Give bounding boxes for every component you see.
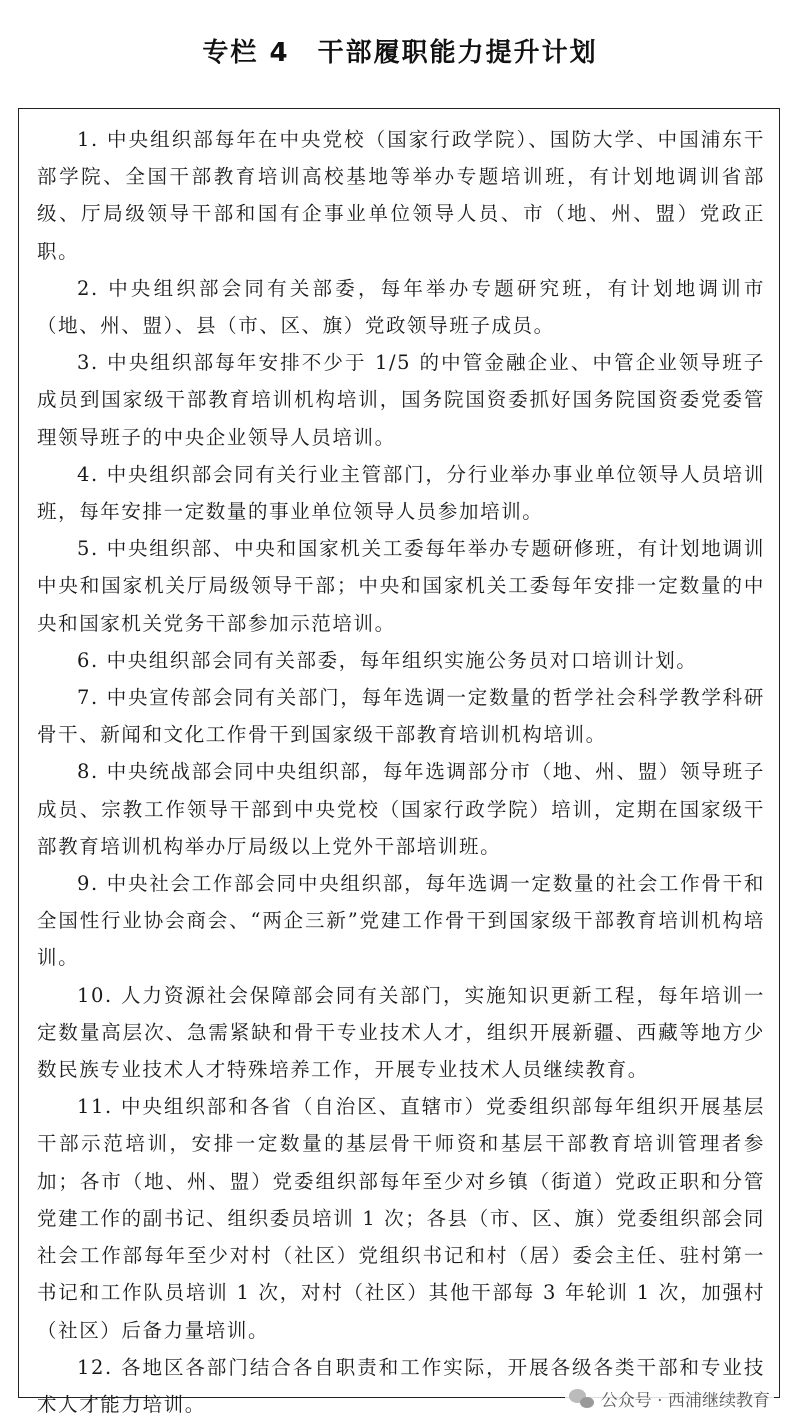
watermark-text: 公众号 · 西浦继续教育	[600, 1391, 770, 1411]
paragraph-6: 6. 中央组织部会同有关部委，每年组织实施公务员对口培训计划。	[77, 648, 698, 672]
paragraph-9: 9. 中央社会工作部会同中央组织部，每年选调一定数量的社会工作骨干和全国性行业协会商会、“两企三新”党建工作骨干到国家级干部教育培训机构培训。	[37, 872, 765, 970]
paragraph-8: 8. 中央统战部会同中央组织部，每年选调部分市（地、州、盟）领导班子成员、宗教工作领导干部到中央党校（国家行政学院）培训，定期在国家级干部教育培训机构举办厅局级以上党外干部培训班。	[37, 760, 765, 858]
paragraph-3: 3. 中央组织部每年安排不少于 1/5 的中管金融企业、中管企业领导班子成员到国家级干部教育培训机构培训，国务院国资委抓好国务院国资委党委管理领导班子的中央企业领导人员培训。	[37, 351, 765, 449]
paragraph-11: 11. 中央组织部和各省（自治区、直辖市）党委组织部每年组织开展基层干部示范培训，安排一定数量的基层骨干师资和基层干部教育培训管理者参加；各市（地、州、盟）党委组织部每年至少对乡镇（街道）党政正职和分管党建工作的副书记、组织委员培训 1 次；各县（市、区、旗）党委组织部会同社会工作部每年至少对村（社区）党组织书记和村（居）委会主任、驻村第一书记和工作队员培训 1 次，对村（社区）其他干部每 3 年轮训 1 次，加强村（社区）后备力量培训。	[37, 1095, 765, 1342]
paragraph-1: 1. 中央组织部每年在中央党校（国家行政学院）、国防大学、中国浦东干部学院、全国干部教育培训高校基地等举办专题培训班，有计划地调训省部级、厅局级领导干部和国有企事业单位领导人员、市（地、州、盟）党政正职。	[37, 128, 765, 263]
paragraph-2: 2. 中央组织部会同有关部委，每年举办专题研究班，有计划地调训市（地、州、盟）、县（市、区、旗）党政领导班子成员。	[37, 276, 765, 338]
page-title: 专栏 4 干部履职能力提升计划	[202, 38, 598, 68]
paragraph-12: 12. 各地区各部门结合各自职责和工作实际，开展各级各类干部和专业技术人才能力培训。	[37, 1355, 765, 1416]
wechat-icon	[569, 1388, 595, 1410]
paragraph-4: 4. 中央组织部会同有关行业主管部门，分行业举办事业单位领导人员培训班，每年安排一定数量的事业单位领导人员参加培训。	[37, 462, 765, 524]
paragraph-10: 10. 人力资源社会保障部会同有关部门，实施知识更新工程，每年培训一定数量高层次、急需紧缺和骨干专业技术人才，组织开展新疆、西藏等地方少数民族专业技术人才特殊培养工作，开展专业技术人员继续教育。	[37, 983, 765, 1082]
paragraph-7: 7. 中央宣传部会同有关部门，每年选调一定数量的哲学社会科学教学科研骨干、新闻和文化工作骨干到国家级干部教育培训机构培训。	[37, 686, 765, 747]
paragraph-5: 5. 中央组织部、中央和国家机关工委每年举办专题研修班，有计划地调训中央和国家机关厅局级领导干部；中央和国家机关工委每年安排一定数量的中央和国家机关党务干部参加示范培训。	[37, 537, 765, 635]
watermark	[565, 1384, 774, 1413]
